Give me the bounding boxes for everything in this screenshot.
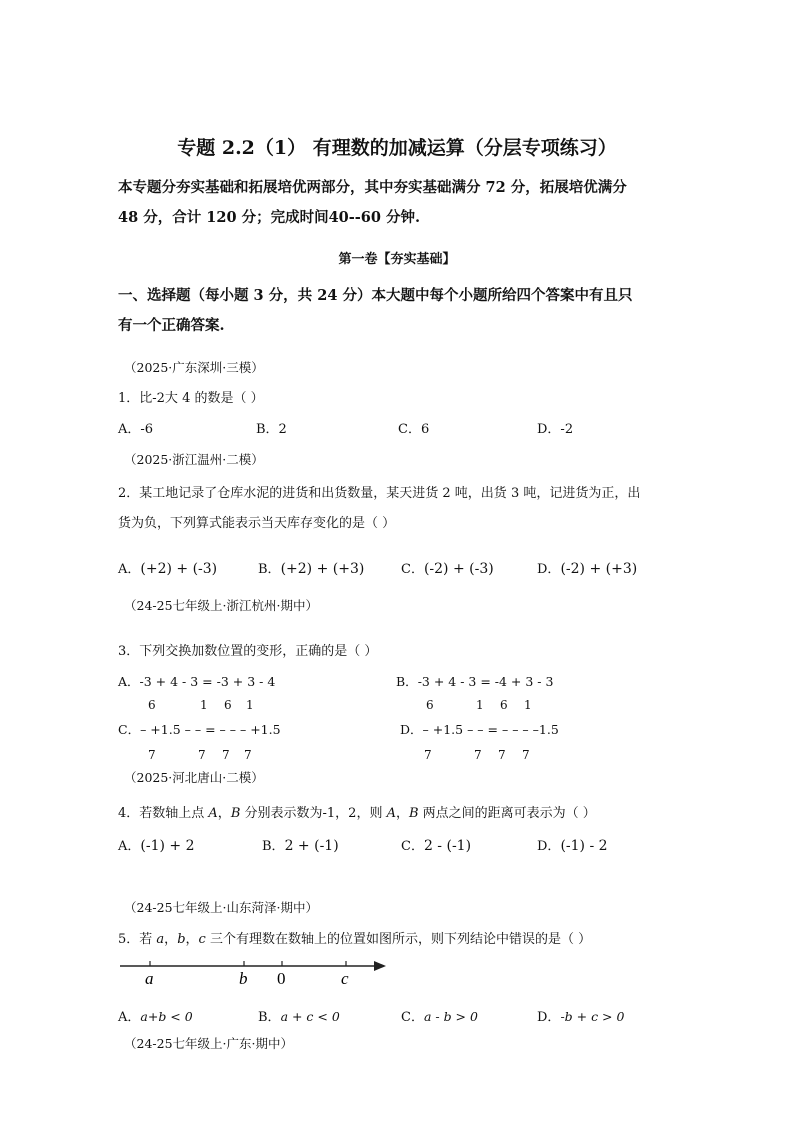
intro-line-1: 本专题分夯实基础和拓展培优两部分，其中夯实基础满分 72 分，拓展培优满分 (118, 179, 627, 196)
question-2-option-c: C．(-2) + (-3) (401, 561, 494, 577)
question-4-source: （2025·河北唐山·二模） (124, 770, 264, 785)
question-4-option-d: D．(-1) - 2 (537, 838, 608, 854)
question-2-option-a-expr: (+2) + (-3) (140, 561, 218, 577)
question-3-option-c: C．– +1.5 – – = – – – +1.5 (118, 722, 281, 737)
question-3-option-d-denom: 7 (474, 748, 482, 762)
question-2-option-b-expr: (+2) + (+3) (280, 561, 365, 577)
question-3-option-a-denom: 1 (200, 698, 208, 712)
question-4-option-b: B．2 + (-1) (262, 838, 339, 854)
question-3-option-c-denom: 7 (222, 748, 230, 762)
question-5-option-d-expr: -b + c > 0 (560, 1009, 625, 1024)
question-3-option-b-denom: 1 (476, 698, 484, 712)
question-1-option-a: A．-6 (118, 422, 154, 437)
question-4-option-b-expr: 2 + (-1) (284, 838, 339, 854)
intro-line-2: 48 分，合计 120 分；完成时间40--60 分钟. (118, 209, 421, 226)
question-3-option-d-denom: 7 (522, 748, 530, 762)
question-1-option-c: C．6 (398, 422, 430, 437)
question-5-option-b: B．a + c < 0 (258, 1009, 340, 1025)
number-line-arrow-icon (374, 961, 386, 971)
question-3-option-a-expr: -3 + 4 - 3 = -3 + 3 - 4 (139, 674, 276, 689)
question-5-option-b-expr: a + c < 0 (280, 1009, 340, 1024)
question-4-option-a: A．(-1) + 2 (118, 838, 195, 854)
question-2-option-a: A．(+2) + (-3) (118, 561, 218, 577)
question-3-option-b-expr: -3 + 4 - 3 = -4 + 3 - 3 (417, 674, 554, 689)
question-5-option-c: C．a - b > 0 (401, 1009, 478, 1025)
question-2-source: （2025·浙江温州·二模） (124, 452, 264, 467)
question-3-option-b: B．-3 + 4 - 3 = -4 + 3 - 3 (396, 674, 554, 689)
question-2-option-d: D．(-2) + (+3) (537, 561, 638, 577)
question-3-option-b-denom: 6 (500, 698, 508, 712)
question-3-option-c-denom: 7 (148, 748, 156, 762)
question-2-option-b: B．(+2) + (+3) (258, 561, 365, 577)
question-6-source: （24-25七年级上·广东·期中） (124, 1036, 293, 1051)
question-3-option-a-denom: 1 (246, 698, 254, 712)
question-2-option-c-expr: (-2) + (-3) (423, 561, 494, 577)
question-4-option-d-expr: (-1) - 2 (560, 838, 608, 854)
question-3-option-c-expr: – +1.5 – – = – – – +1.5 (140, 722, 281, 737)
question-5-stem: 5．若 a，b，c 三个有理数在数轴上的位置如图所示，则下列结论中错误的是（ ） (118, 932, 592, 947)
question-3-option-c-denom: 7 (244, 748, 252, 762)
part-heading-line-2: 有一个正确答案. (118, 317, 225, 334)
label-c: c (341, 969, 349, 988)
question-3-stem: 3．下列交换加数位置的变形，正确的是（ ） (118, 644, 378, 659)
question-5-source: （24-25七年级上·山东菏泽·期中） (124, 900, 318, 915)
question-3-option-d: D．– +1.5 – – = – – – –1.5 (400, 722, 559, 737)
question-5-option-a: A．a+b < 0 (118, 1009, 193, 1025)
question-3-option-d-denom: 7 (424, 748, 432, 762)
question-2-stem-line-2: 货为负，下列算式能表示当天库存变化的是（ ） (118, 516, 396, 531)
question-4-option-c-expr: 2 - (-1) (423, 838, 472, 854)
question-2-stem-line-1: 2．某工地记录了仓库水泥的进货和出货数量，某天进货 2 吨，出货 3 吨，记进货为正，出 (118, 486, 641, 501)
question-1-option-d: D．-2 (537, 422, 574, 437)
question-2-option-d-expr: (-2) + (+3) (560, 561, 638, 577)
section-title: 第一卷【夯实基础】 (338, 252, 456, 267)
question-3-option-a-denom: 6 (224, 698, 232, 712)
question-3-option-c-denom: 7 (198, 748, 206, 762)
part-heading-line-1: 一、选择题（每小题 3 分，共 24 分）本大题中每个小题所给四个答案中有且只 (118, 287, 633, 304)
label-b: b (239, 969, 248, 988)
question-5-option-d: D．-b + c > 0 (537, 1009, 625, 1025)
question-1-stem: 1．比-2大 4 的数是（ ） (118, 391, 264, 406)
question-4-option-c: C．2 - (-1) (401, 838, 472, 854)
question-5-option-c-expr: a - b > 0 (423, 1009, 478, 1024)
question-3-option-a: A．-3 + 4 - 3 = -3 + 3 - 4 (118, 674, 276, 689)
question-3-option-a-denom: 6 (148, 698, 156, 712)
question-4-stem: 4．若数轴上点 A，B 分别表示数为-1，2，则 A，B 两点之间的距离可表示为（ ） (118, 806, 596, 821)
question-3-option-b-denom: 1 (524, 698, 532, 712)
question-3-option-d-expr: – +1.5 – – = – – – –1.5 (422, 722, 559, 737)
question-3-source: （24-25七年级上·浙江杭州·期中） (124, 598, 318, 613)
question-3-option-b-denom: 6 (426, 698, 434, 712)
label-a: a (145, 969, 154, 988)
question-1-option-b: B．2 (256, 422, 287, 437)
number-line-figure (118, 952, 393, 992)
page-title: 专题 2.2（1） 有理数的加减运算（分层专项练习） (177, 137, 617, 159)
question-1-source: （2025·广东深圳·三模） (124, 360, 264, 375)
question-4-option-a-expr: (-1) + 2 (140, 838, 195, 854)
label-0: 0 (277, 969, 286, 988)
question-5-option-a-expr: a+b < 0 (140, 1009, 193, 1024)
question-3-option-d-denom: 7 (498, 748, 506, 762)
